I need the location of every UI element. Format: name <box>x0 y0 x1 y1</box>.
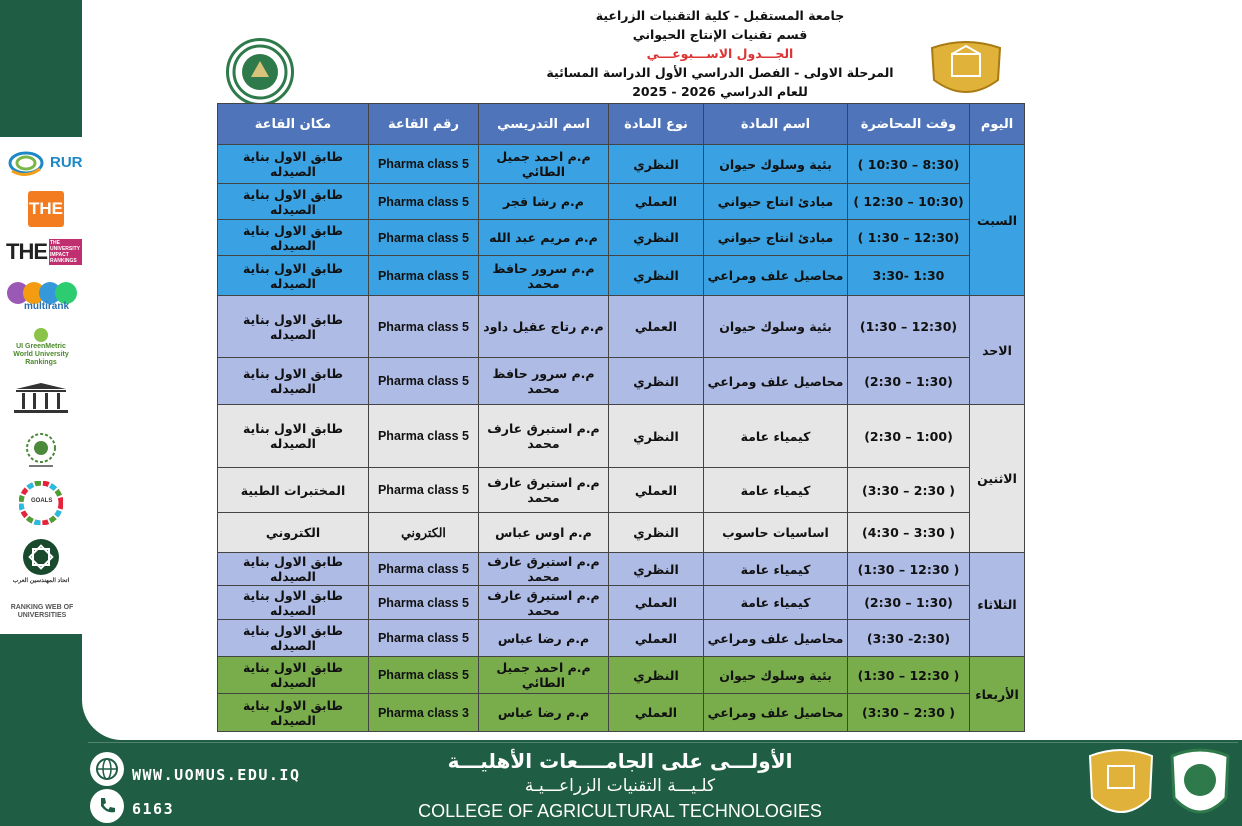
room-place-cell: طابق الاول بناية الصيدله <box>218 358 369 405</box>
time-cell: 1:30 -3:30 <box>848 256 970 296</box>
greenmetric-logo <box>6 323 76 371</box>
time-cell: ( 2:30 – 3:30) <box>848 694 970 732</box>
time-cell: (12:30 – 1:30) <box>848 296 970 358</box>
subject-cell: مبادئ انتاج حيواني <box>704 220 848 256</box>
subject-cell: كيمياء عامة <box>704 405 848 468</box>
day-cell: الاثنين <box>970 405 1025 553</box>
arab-engineers-label: اتحاد المهندسين العرب <box>12 577 70 584</box>
room-place-cell: طابق الاول بناية الصيدله <box>218 694 369 732</box>
header-room-place: مكان القاعة <box>218 104 369 145</box>
phone-icon <box>90 789 124 823</box>
subject-cell: محاصيل علف ومراعي <box>704 694 848 732</box>
university-seal-green <box>226 38 294 106</box>
footer-seal-gold <box>1086 746 1156 822</box>
subject-cell: بئية وسلوك حيوان <box>704 145 848 184</box>
the-label: THE <box>29 199 63 218</box>
time-cell: (2:30- 3:30) <box>848 620 970 657</box>
time-cell: ( 12:30 – 1:30) <box>848 553 970 586</box>
header-time: وقت المحاضرة <box>848 104 970 145</box>
header-subject: اسم المادة <box>704 104 848 145</box>
room-place-cell: طابق الاول بناية الصيدله <box>218 296 369 358</box>
subject-cell: بئية وسلوك حيوان <box>704 296 848 358</box>
header-type: نوع المادة <box>609 104 704 145</box>
room-number-cell: Pharma class 5 <box>369 657 479 694</box>
subject-cell: اساسيات حاسوب <box>704 513 848 553</box>
teacher-cell: م.م احمد جميل الطائي <box>479 145 609 184</box>
table-row <box>218 358 1025 405</box>
teacher-cell: م.م مريم عبد الله <box>479 220 609 256</box>
day-cell: الثلاثاء <box>970 553 1025 657</box>
globe-icon <box>90 752 124 786</box>
table-row <box>218 513 1025 553</box>
subject-cell: محاصيل علف ومراعي <box>704 620 848 657</box>
room-place-cell: طابق الاول بناية الصيدله <box>218 220 369 256</box>
type-cell: النظري <box>609 256 704 296</box>
type-cell: النظري <box>609 405 704 468</box>
table-row <box>218 553 1025 586</box>
subject-cell: كيمياء عامة <box>704 468 848 513</box>
room-place-cell: طابق الاول بناية الصيدله <box>218 405 369 468</box>
table-row <box>218 405 1025 468</box>
room-number-cell: Pharma class 5 <box>369 620 479 657</box>
type-cell: العملي <box>609 620 704 657</box>
subject-cell: كيمياء عامة <box>704 553 848 586</box>
subject-cell: محاصيل علف ومراعي <box>704 256 848 296</box>
footer-slogan: الأولـــى على الجامــــعات الأهليـــة <box>447 749 793 773</box>
table-row <box>218 184 1025 220</box>
room-place-cell: طابق الاول بناية الصيدله <box>218 553 369 586</box>
table-row <box>218 694 1025 732</box>
table-header-row <box>218 104 1025 145</box>
time-cell: (1:30 – 2:30) <box>848 586 970 620</box>
academic-year: للعام الدراسي 2026 - 2025 <box>632 84 808 99</box>
type-cell: العملي <box>609 694 704 732</box>
type-cell: العملي <box>609 468 704 513</box>
subject-cell: بئية وسلوك حيوان <box>704 657 848 694</box>
footer-seal-green <box>1168 746 1232 822</box>
footer-divider <box>88 742 1238 743</box>
type-cell: النظري <box>609 513 704 553</box>
time-cell: (8:30 – 10:30 ) <box>848 145 970 184</box>
footer-college-ar: كلـيـــة التقنيات الزراعـــيـة <box>524 776 716 796</box>
type-cell: النظري <box>609 220 704 256</box>
room-number-cell: Pharma class 5 <box>369 256 479 296</box>
day-cell: الأربعاء <box>970 657 1025 732</box>
university-title: جامعة المستقبل - كلية التقنيات الزراعية <box>595 8 845 23</box>
room-number-cell: Pharma class 5 <box>369 358 479 405</box>
room-number-cell: Pharma class 5 <box>369 184 479 220</box>
teacher-cell: م.م رضا عباس <box>479 694 609 732</box>
the-logo <box>28 191 64 227</box>
footer-college-en: COLLEGE OF AGRICULTURAL TECHNOLOGIES <box>418 801 822 821</box>
website-url[interactable]: WWW.UOMUS.EDU.IQ <box>132 766 301 784</box>
multirank-label: multirank <box>24 301 70 312</box>
table-row <box>218 620 1025 657</box>
arab-union-logo <box>6 427 76 473</box>
type-cell: النظري <box>609 657 704 694</box>
room-place-cell: الكتروني <box>218 513 369 553</box>
teacher-cell: م.م رتاج عقيل داود <box>479 296 609 358</box>
table-row <box>218 586 1025 620</box>
room-place-cell: طابق الاول بناية الصيدله <box>218 657 369 694</box>
teacher-cell: م.م احمد جميل الطائي <box>479 657 609 694</box>
sdg-wheel-logo <box>6 481 76 525</box>
room-place-cell: طابق الاول بناية الصيدله <box>218 184 369 220</box>
teacher-cell: م.م استبرق عارف محمد <box>479 586 609 620</box>
time-cell: ( 3:30 – 4:30) <box>848 513 970 553</box>
header-day: اليوم <box>970 104 1025 145</box>
type-cell: النظري <box>609 358 704 405</box>
time-cell: (12:30 – 1:30 ) <box>848 220 970 256</box>
room-place-cell: طابق الاول بناية الصيدله <box>218 145 369 184</box>
the-impact-label: THE UNIVERSITY IMPACT RANKINGS <box>50 240 81 264</box>
table-row <box>218 256 1025 296</box>
table-row <box>218 296 1025 358</box>
rur-logo <box>6 143 82 183</box>
document-header <box>420 6 1020 101</box>
type-cell: العملي <box>609 586 704 620</box>
phone-number[interactable]: 6163 <box>132 800 175 818</box>
the-impact-logo: THE THE UNIVERSITY IMPACT RANKINGS <box>6 239 81 264</box>
room-number-cell: Pharma class 5 <box>369 405 479 468</box>
rankings-sidebar <box>0 137 83 634</box>
time-cell: ( 12:30 – 1:30) <box>848 657 970 694</box>
teacher-cell: م.م استبرق عارف محمد <box>479 405 609 468</box>
subject-cell: مبادئ انتاج حيواني <box>704 184 848 220</box>
arab-engineers-logo <box>6 533 76 587</box>
multirank-logo <box>6 273 82 313</box>
subject-cell: كيمياء عامة <box>704 586 848 620</box>
teacher-cell: م.م استبرق عارف محمد <box>479 468 609 513</box>
semester-info: المرحلة الاولى - الفصل الدراسي الأول الدراسة المسائية <box>546 65 894 80</box>
webometrics-logo <box>6 599 78 625</box>
room-place-cell: طابق الاول بناية الصيدله <box>218 256 369 296</box>
room-number-cell: Pharma class 5 <box>369 586 479 620</box>
header-teacher: اسم التدريسي <box>479 104 609 145</box>
room-place-cell: المختبرات الطبية <box>218 468 369 513</box>
table-row <box>218 468 1025 513</box>
room-place-cell: طابق الاول بناية الصيدله <box>218 620 369 657</box>
webometrics-label: RANKING WEB OF UNIVERSITIES <box>10 604 74 619</box>
day-cell: الاحد <box>970 296 1025 405</box>
room-number-cell: Pharma class 5 <box>369 468 479 513</box>
time-cell: (1:30 – 2:30) <box>848 358 970 405</box>
greenmetric-label: UI GreenMetric World University Rankings <box>13 343 69 366</box>
teacher-cell: م.م رشا فجر <box>479 184 609 220</box>
weekly-schedule-table <box>217 103 1025 732</box>
time-cell: ( 2:30 – 3:30) <box>848 468 970 513</box>
header-room-number: رقم القاعة <box>369 104 479 145</box>
room-number-cell: Pharma class 3 <box>369 694 479 732</box>
room-number-cell: الكتروني <box>369 513 479 553</box>
room-number-cell: Pharma class 5 <box>369 553 479 586</box>
day-cell: السبت <box>970 145 1025 296</box>
room-place-cell: طابق الاول بناية الصيدله <box>218 586 369 620</box>
type-cell: العملي <box>609 296 704 358</box>
type-cell: النظري <box>609 145 704 184</box>
teacher-cell: م.م رضا عباس <box>479 620 609 657</box>
room-number-cell: Pharma class 5 <box>369 296 479 358</box>
teacher-cell: م.م اوس عباس <box>479 513 609 553</box>
department-title: قسم تقنيات الإنتاج الحيواني <box>632 27 808 42</box>
table-row <box>218 145 1025 184</box>
type-cell: العملي <box>609 184 704 220</box>
pillars-icon <box>6 381 76 417</box>
teacher-cell: م.م استبرق عارف محمد <box>479 553 609 586</box>
table-row <box>218 657 1025 694</box>
room-number-cell: Pharma class 5 <box>369 220 479 256</box>
rur-label: RUR <box>50 154 83 171</box>
teacher-cell: م.م سرور حافظ محمد <box>479 358 609 405</box>
time-cell: (10:30 – 12:30 ) <box>848 184 970 220</box>
schedule-title: الجـــدول الاســـبوعـــي <box>646 46 794 61</box>
sdg-label: GOALS <box>31 498 53 504</box>
table-row <box>218 220 1025 256</box>
teacher-cell: م.م سرور حافظ محمد <box>479 256 609 296</box>
subject-cell: محاصيل علف ومراعي <box>704 358 848 405</box>
time-cell: (1:00 – 2:30) <box>848 405 970 468</box>
type-cell: النظري <box>609 553 704 586</box>
room-number-cell: Pharma class 5 <box>369 145 479 184</box>
